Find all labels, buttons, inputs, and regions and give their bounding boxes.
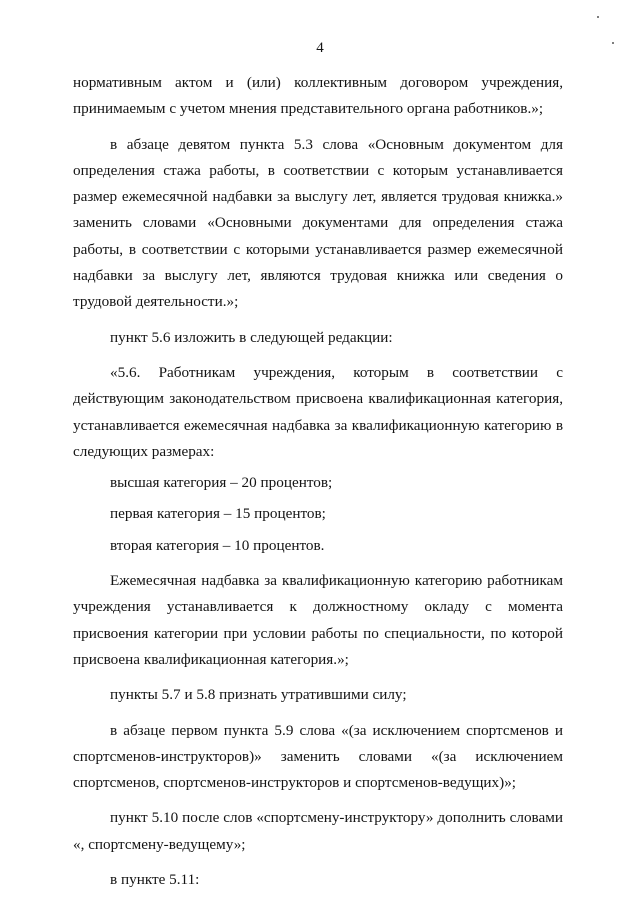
scan-speck (597, 16, 599, 18)
document-body (73, 70, 563, 893)
paragraph-clause-5-6-text: «5.6. Работникам учреждения, которым в соответствии с действующим законодательством присвоена квалификационная категория, устанавливается ежемесячная надбавка за квалификационную категорию в следующих размерах: (73, 363, 563, 460)
paragraph-clause-5-9: в абзаце первом пункта 5.9 слова «(за исключением спортсменов и спортсменов-инструкторов)» заменить словами «(за исключением спортсменов, спортсменов-инструкторов и спортсменов-ведущих)»; (73, 721, 563, 792)
paragraph-act-continuation: нормативным актом и (или) коллективным договором учреждения, принимаемым с учетом мнения представительного органа работников.»; (73, 74, 563, 118)
page-number: 4 (316, 40, 324, 56)
paragraph-category-allowance: Ежемесячная надбавка за квалификационную категорию работникам учреждения устанавливается к должностному окладу с момента присвоения категории при условии работы по специальности, по которой присвоена квалификационная категория.»; (73, 572, 563, 668)
paragraph-clause-5-6-intro: пункт 5.6 изложить в следующей редакции: (110, 328, 393, 346)
paragraph-clause-5-10: пункт 5.10 после слов «спортсмену-инструктору» дополнить словами «, спортсмену-ведущему»; (73, 809, 563, 853)
paragraph-clauses-5-7-5-8: пункты 5.7 и 5.8 признать утратившими силу; (110, 686, 407, 704)
list-item-second-category: вторая категория – 10 процентов. (110, 536, 325, 554)
scan-speck (612, 42, 614, 44)
list-item-highest-category: высшая категория – 20 процентов; (110, 474, 333, 492)
paragraph-clause-5-11: в пункте 5.11: (110, 871, 200, 889)
paragraph-clause-5-3: в абзаце девятом пункта 5.3 слова «Основным документом для определения стажа работы, в соответствии с которым устанавливается размер ежемесячной надбавки за выслугу лет, является трудовая книжка.» заменить словами «Основными документами для определения стажа работы, в соответствии с которыми устанавливается размер ежемесячной надбавки за выслугу лет, являются трудовая книжка или сведения о трудовой деятельности.»; (73, 135, 563, 311)
list-item-first-category: первая категория – 15 процентов; (110, 505, 326, 523)
